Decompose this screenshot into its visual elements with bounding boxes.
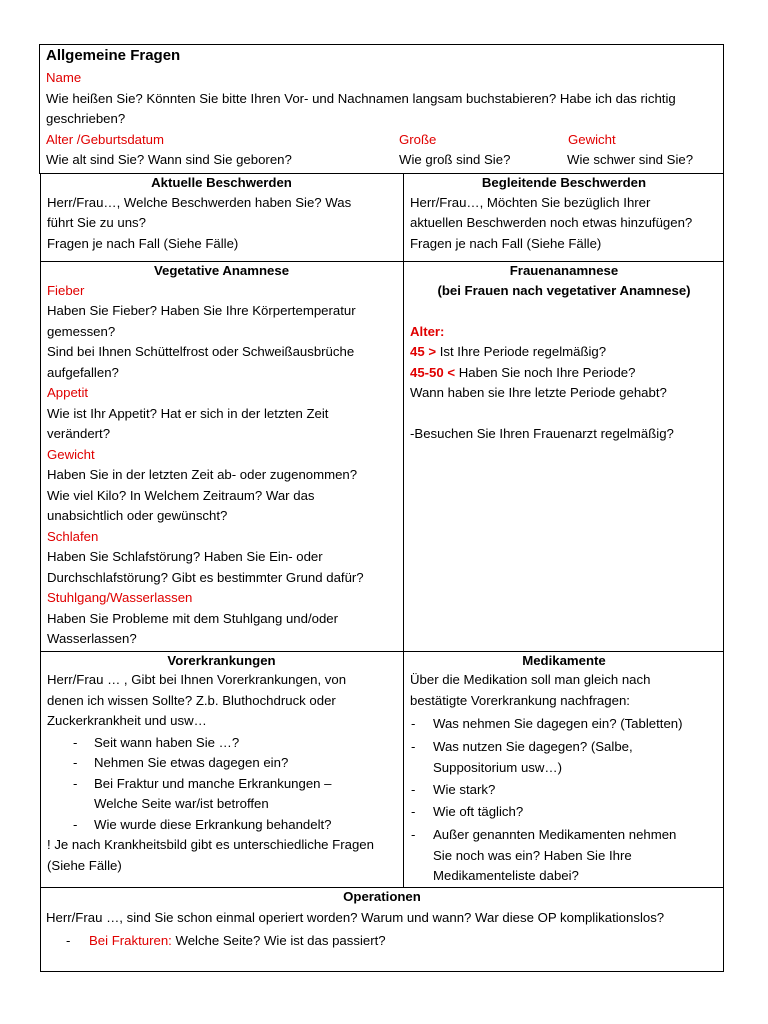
appetite-text: verändert? [47, 426, 111, 441]
accompanying-complaints-text: Herr/Frau…, Möchten Sie bezüglich Ihrer [410, 195, 651, 210]
accompanying-complaints-header: Begleitende Beschwerden [481, 175, 647, 190]
sleep-text: Haben Sie Schlafstörung? Haben Sie Ein- oder [47, 549, 323, 564]
weight-change-text: Haben Sie in der letzten Zeit ab- oder zugenommen? [47, 467, 358, 482]
medication-bullet: Wie oft täglich? [433, 804, 524, 819]
women-age-question-1 [410, 342, 606, 363]
age-threshold-2: 45-50 < [410, 365, 456, 380]
fever-text: aufgefallen? [47, 365, 119, 380]
medication-bullet: Was nehmen Sie dagegen ein? (Tabletten) [433, 716, 683, 731]
fracture-side-question: Welche Seite? Wie ist das passiert? [171, 933, 386, 948]
medication-header: Medikamente [522, 653, 606, 668]
prior-diseases-header: Vorerkrankungen [167, 653, 276, 668]
age-threshold-1: 45 > [410, 344, 437, 359]
name-question-cont: geschrieben? [46, 111, 126, 126]
prior-diseases-text: Herr/Frau … , Gibt bei Ihnen Vorerkrankungen, von [47, 672, 347, 687]
gynecologist-question: -Besuchen Sie Ihren Frauenarzt regelmäßig? [410, 426, 674, 441]
current-complaints-header: Aktuelle Beschwerden [151, 175, 292, 190]
bullet-dash: - [73, 817, 78, 832]
name-question: Wie heißen Sie? Könnten Sie bitte Ihren Vor- und Nachnamen langsam buchstabieren? Habe ich das richtig [46, 91, 676, 106]
weight-change-text: unabsichtlich oder gewünscht? [47, 508, 228, 523]
medication-bullet: Außer genannten Medikamenten nehmen [433, 827, 677, 842]
height-label: Große [399, 132, 437, 147]
operations-question: Herr/Frau …, sind Sie schon einmal operiert worden? Warum und wann? War diese OP komplikationslos? [46, 910, 665, 925]
fever-text: gemessen? [47, 324, 116, 339]
fracture-question [89, 931, 386, 952]
current-complaints-text: Fragen je nach Fall (Siehe Fälle) [47, 236, 239, 251]
prior-bullet: Wie wurde diese Erkrankung behandelt? [94, 817, 332, 832]
prior-bullet: Seit wann haben Sie …? [94, 735, 240, 750]
fever-text: Haben Sie Fieber? Haben Sie Ihre Körpertemperatur [47, 303, 356, 318]
weight-label: Gewicht [568, 132, 616, 147]
bullet-dash: - [73, 776, 78, 791]
bullet-dash: - [411, 739, 416, 754]
prior-note: ! Je nach Krankheitsbild gibt es unterschiedliche Fragen [47, 837, 374, 852]
age-question: Wie alt sind Sie? Wann sind Sie geboren? [46, 152, 292, 167]
vegetative-header: Vegetative Anamnese [153, 263, 290, 278]
bullet-dash: - [411, 716, 416, 731]
bullet-dash: - [73, 735, 78, 750]
sleep-label: Schlafen [47, 529, 99, 544]
current-complaints-text: führt Sie zu uns? [47, 215, 146, 230]
fever-label: Fieber [47, 283, 85, 298]
bullet-dash: - [411, 827, 416, 842]
accompanying-complaints-text: Fragen je nach Fall (Siehe Fälle) [410, 236, 602, 251]
medication-bullet-cont: Sie noch was ein? Haben Sie Ihre [433, 848, 632, 863]
prior-diseases-text: Zuckerkrankheit und usw… [47, 713, 207, 728]
women-anamnesis-subheader: (bei Frauen nach vegetativer Anamnese) [437, 283, 691, 298]
prior-bullet: Bei Fraktur und manche Erkrankungen – [94, 776, 332, 791]
last-period-question: Wann haben sie Ihre letzte Periode gehabt? [410, 385, 667, 400]
period-still-question: Haben Sie noch Ihre Periode? [455, 365, 636, 380]
accompanying-complaints-text: aktuellen Beschwerden noch etwas hinzufügen? [410, 215, 693, 230]
weight-change-text: Wie viel Kilo? In Welchem Zeitraum? War das [47, 488, 315, 503]
appetite-text: Wie ist Ihr Appetit? Hat er sich in der letzten Zeit [47, 406, 329, 421]
women-age-question-2 [410, 363, 635, 384]
medication-bullet: Wie stark? [433, 782, 496, 797]
period-regular-question: Ist Ihre Periode regelmäßig? [436, 344, 607, 359]
fracture-label: Bei Frakturen: [89, 933, 172, 948]
current-complaints-text: Herr/Frau…, Welche Beschwerden haben Sie? Was [47, 195, 352, 210]
appetite-label: Appetit [47, 385, 89, 400]
women-age-label: Alter: [410, 324, 445, 339]
sleep-text: Durchschlafstörung? Gibt es bestimmter Grund dafür? [47, 570, 364, 585]
operations-header: Operationen [343, 889, 421, 904]
medication-bullet: Was nutzen Sie dagegen? (Salbe, [433, 739, 633, 754]
name-label: Name [46, 70, 82, 85]
medication-text: bestätigte Vorerkrankung nachfragen: [410, 693, 630, 708]
prior-diseases-text: denen ich wissen Sollte? Z.b. Bluthochdruck oder [47, 693, 336, 708]
medication-bullet-cont: Medikamenteliste dabei? [433, 868, 579, 883]
prior-note: (Siehe Fälle) [47, 858, 122, 873]
medication-bullet-cont: Suppositorium usw…) [433, 760, 562, 775]
medication-text: Über die Medikation soll man gleich nach [410, 672, 651, 687]
bullet-dash: - [73, 755, 78, 770]
general-title: Allgemeine Fragen [46, 47, 181, 64]
women-anamnesis-header: Frauenanamnese [509, 263, 619, 278]
age-label: Alter /Geburtsdatum [46, 132, 165, 147]
stool-label: Stuhlgang/Wasserlassen [47, 590, 193, 605]
stool-text: Haben Sie Probleme mit dem Stuhlgang und/oder [47, 611, 339, 626]
weight-question: Wie schwer sind Sie? [567, 152, 694, 167]
fever-text: Sind bei Ihnen Schüttelfrost oder Schweißausbrüche [47, 344, 355, 359]
prior-bullet-cont: Welche Seite war/ist betroffen [94, 796, 269, 811]
height-question: Wie groß sind Sie? [399, 152, 511, 167]
weight-change-label: Gewicht [47, 447, 95, 462]
stool-text: Wasserlassen? [47, 631, 137, 646]
bullet-dash: - [66, 933, 71, 948]
bullet-dash: - [411, 782, 416, 797]
prior-bullet: Nehmen Sie etwas dagegen ein? [94, 755, 289, 770]
bullet-dash: - [411, 804, 416, 819]
